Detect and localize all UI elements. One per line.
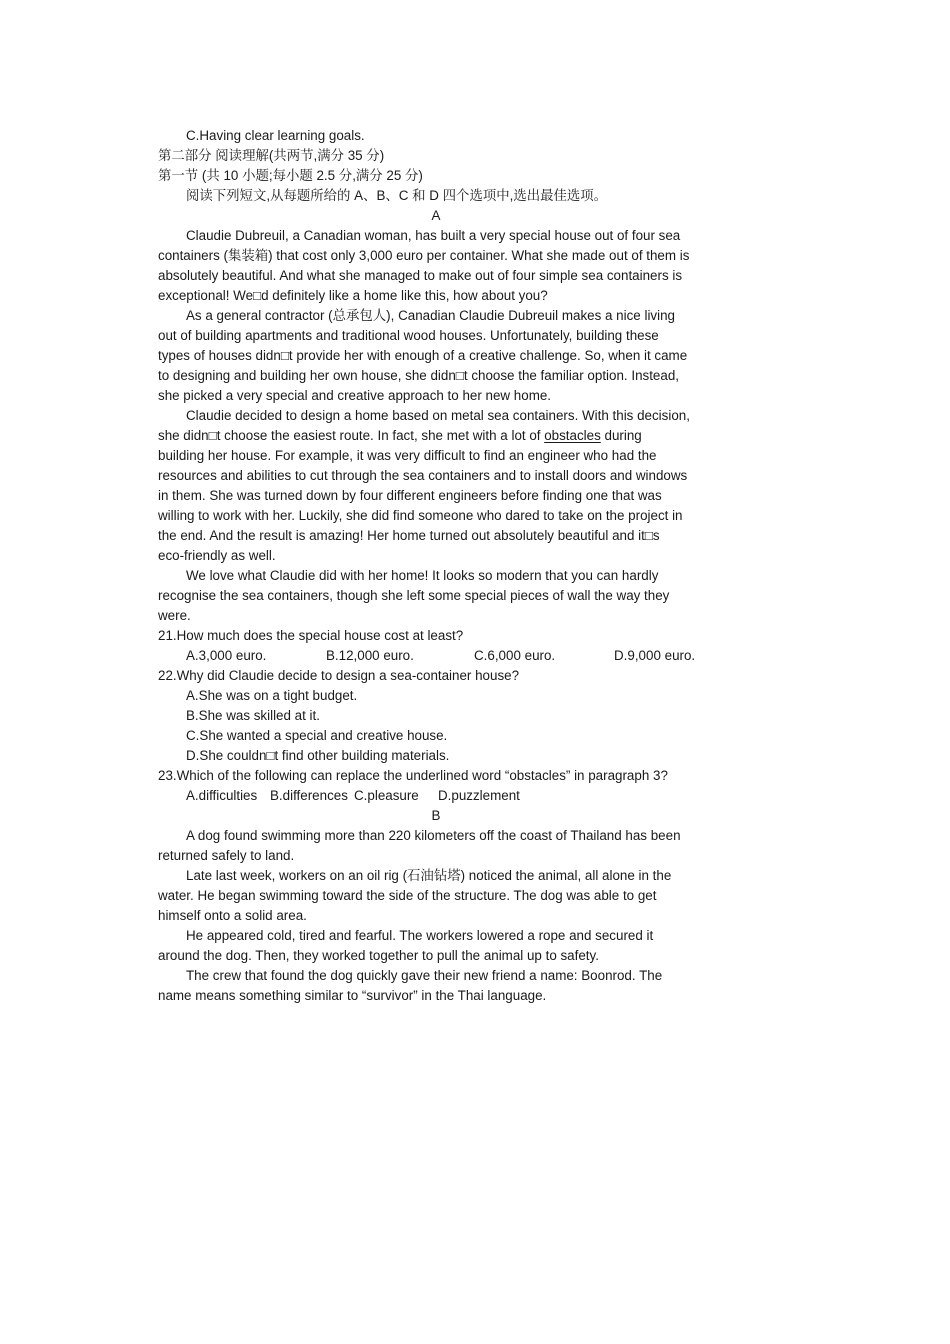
text-line: absolutely beautiful. And what she managed to make out of four simple sea containers is [158, 268, 683, 283]
text-line: 21.How much does the special house cost at least? [158, 628, 464, 643]
text-line: in them. She was turned down by four different engineers before finding one that was [158, 488, 662, 503]
text-line: resources and abilities to cut through the sea containers and to install doors and windows [158, 468, 688, 483]
answer-option: A.difficulties [186, 788, 258, 803]
text-line: 22.Why did Claudie decide to design a sea-container house? [158, 668, 520, 683]
text-line: types of houses didn□t provide her with enough of a creative challenge. So, when it came [158, 348, 688, 363]
text-line [158, 646, 714, 666]
text-line: were. [158, 608, 191, 623]
answer-option: A.3,000 euro. [186, 648, 267, 663]
text-line: willing to work with her. Luckily, she did find someone who dared to take on the project in [158, 508, 683, 523]
text-line: 阅读下列短文,从每题所给的 A、B、C 和 D 四个选项中,选出最佳选项。 [186, 188, 608, 203]
text-line: As a general contractor (总承包人), Canadian Claudie Dubreuil makes a nice living [186, 308, 675, 323]
text-line: out of building apartments and traditional wood houses. Unfortunately, building these [158, 328, 659, 343]
text-line: the end. And the result is amazing! Her home turned out absolutely beautiful and it□s [158, 528, 660, 543]
answer-option: D.9,000 euro. [614, 648, 696, 663]
text-line: A.She was on a tight budget. [186, 688, 358, 703]
text-line: Late last week, workers on an oil rig (石油钻塔) noticed the animal, all alone in the [186, 868, 672, 883]
exam-text [158, 126, 714, 1006]
answer-option: C.6,000 euro. [474, 648, 556, 663]
text-line: eco-friendly as well. [158, 548, 276, 563]
text-line: The crew that found the dog quickly gave their new friend a name: Boonrod. The [186, 968, 663, 983]
text-line: building her house. For example, it was very difficult to find an engineer who had the [158, 448, 657, 463]
underlined-word: obstacles [544, 428, 601, 443]
text-line: containers (集装箱) that cost only 3,000 euro per container. What she made out of them is [158, 248, 690, 263]
text-line: C.She wanted a special and creative house. [186, 728, 448, 743]
answer-option: B.differences [270, 788, 348, 803]
text-line [158, 786, 714, 806]
answer-option: B.12,000 euro. [326, 648, 414, 663]
text-line: 23.Which of the following can replace the underlined word “obstacles” in paragraph 3? [158, 768, 668, 783]
answer-option: C.pleasure [354, 788, 419, 803]
text-line: exceptional! We□d definitely like a home like this, how about you? [158, 288, 548, 303]
text-line: to designing and building her own house, she didn□t choose the familiar option. Instead, [158, 368, 679, 383]
text-line: B [431, 808, 441, 823]
text-line: He appeared cold, tired and fearful. The workers lowered a rope and secured it [186, 928, 654, 943]
text-line: B.She was skilled at it. [186, 708, 320, 723]
text-line: A [431, 208, 441, 223]
text-line: We love what Claudie did with her home! It looks so modern that you can hardly [186, 568, 659, 583]
text-line: name means something similar to “survivor” in the Thai language. [158, 988, 547, 1003]
text-line: D.She couldn□t find other building materials. [186, 748, 450, 763]
text-line: Claudie decided to design a home based on metal sea containers. With this decision, [186, 408, 690, 423]
text-line: 第一节 (共 10 小题;每小题 2.5 分,满分 25 分) [158, 168, 423, 183]
text-line: recognise the sea containers, though she left some special pieces of wall the way they [158, 588, 670, 603]
text-line: himself onto a solid area. [158, 908, 307, 923]
text-line: she picked a very special and creative approach to her new home. [158, 388, 552, 403]
text-line: C.Having clear learning goals. [186, 128, 365, 143]
answer-option: D.puzzlement [438, 788, 520, 803]
text-line: Claudie Dubreuil, a Canadian woman, has built a very special house out of four sea [186, 228, 681, 243]
text-line: 第二部分 阅读理解(共两节,满分 35 分) [158, 148, 385, 163]
text-line: A dog found swimming more than 220 kilometers off the coast of Thailand has been [186, 828, 681, 843]
text-line: water. He began swimming toward the side of the structure. The dog was able to get [158, 888, 657, 903]
text-line: returned safely to land. [158, 848, 295, 863]
text-line: around the dog. Then, they worked together to pull the animal up to safety. [158, 948, 599, 963]
text-line: she didn□t choose the easiest route. In fact, she met with a lot of obstacles during [158, 428, 642, 443]
